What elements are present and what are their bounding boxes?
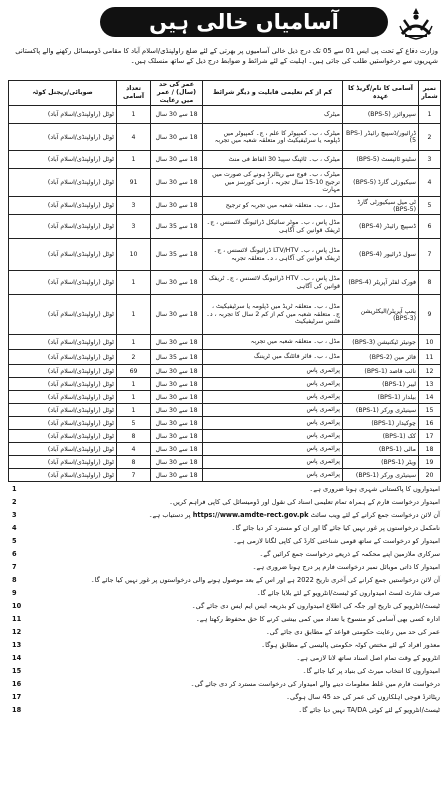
note-text-main: عمر کی حد میں رعایت حکومتی قواعد کے مطابق دی جائے گی۔ xyxy=(265,628,440,636)
row-age: 18 سے 30 سال xyxy=(151,365,203,378)
intro-paragraph: وزارت دفاع کے تحت پی ایس 01 سے 05 تک درج ذیل خالی آسامیوں پر بھرتی کے لئے ضلع راولپنڈی/اسلام آباد کا مقامی ڈومیسائل رکھنے والے پاکستانی شہریوں سے درخواستیں طلب کی جاتی ہیں۔ اہلیت کے لئے شرائط و ضوابط درج ذیل کے ساتھ منسلک ہیں۔ xyxy=(15,47,438,65)
note-item xyxy=(8,563,440,576)
row-age: 18 سے 30 سال xyxy=(151,335,203,350)
row-qualification: میٹرک ، ب۔ ٹائپنگ سپیڈ 30 الفاظ فی منٹ xyxy=(203,151,343,169)
row-quantity: 3 xyxy=(117,215,151,239)
row-age: 18 سے 30 سال xyxy=(151,378,203,391)
note-text-main: امیدواروں کا انتخاب میرٹ کی بنیاد پر کیا جائے گا۔ xyxy=(302,667,440,675)
note-text xyxy=(34,537,440,546)
table-row xyxy=(9,417,441,430)
row-age: 18 سے 30 سال xyxy=(151,124,203,151)
row-serial: 19 xyxy=(419,456,441,469)
row-age: 18 سے 30 سال xyxy=(151,295,203,335)
row-quantity: 1 xyxy=(117,378,151,391)
note-text-main: ٹیسٹ/انٹرویو کی تاریخ اور جگہ کی اطلاع امیدواروں کو بذریعہ ایس ایم ایس دی جائے گی۔ xyxy=(191,602,440,610)
terms-list xyxy=(8,485,440,719)
row-serial: 6 xyxy=(419,215,441,239)
row-age: 18 سے 30 سال xyxy=(151,197,203,215)
note-text-main: امیدوار درخواست فارم کے ہمراہ تمام تعلیمی اسناد کی نقول اور ڈومیسائل کی کاپی فراہم کریں۔ xyxy=(169,498,440,506)
note-text xyxy=(34,693,440,702)
note-text-main: ریٹائرڈ فوجی اہلکاروں کی عمر کی حد 45 سال ہوگی۔ xyxy=(286,693,440,701)
row-quantity: 10 xyxy=(117,239,151,271)
row-qualification: پرائمری پاس xyxy=(203,430,343,443)
table-row xyxy=(9,239,441,271)
table-row xyxy=(9,295,441,335)
row-domicile: ٹوٹل (راولپنڈی/اسلام آباد) xyxy=(9,271,117,295)
row-quantity: 1 xyxy=(117,404,151,417)
note-text xyxy=(34,615,440,624)
row-domicile: ٹوٹل (راولپنڈی/اسلام آباد) xyxy=(9,404,117,417)
row-age: 18 سے 30 سال xyxy=(151,106,203,124)
row-age: 18 سے 30 سال xyxy=(151,443,203,456)
header-quantity: تعداد آسامی xyxy=(117,81,151,106)
note-item xyxy=(8,589,440,602)
note-text-main: امیدوار کا ذاتی موبائل نمبر درخواست فارم پر درج ہونا ضروری ہے۔ xyxy=(252,563,440,571)
table-row xyxy=(9,365,441,378)
row-domicile: ٹوٹل (راولپنڈی/اسلام آباد) xyxy=(9,469,117,482)
note-text xyxy=(34,680,440,689)
row-serial: 5 xyxy=(419,197,441,215)
row-qualification: پرائمری پاس xyxy=(203,378,343,391)
note-text xyxy=(34,563,440,572)
row-post: سپروائزر (BPS-5) xyxy=(343,106,419,124)
row-post: فورک لفٹر آپریٹر (BPS-4) xyxy=(343,271,419,295)
advertisement-header xyxy=(8,4,440,44)
army-emblem-icon xyxy=(396,6,436,40)
row-age: 18 سے 30 سال xyxy=(151,417,203,430)
table-row xyxy=(9,124,441,151)
row-qualification: مڈل ، ب۔ متعلقہ شعبہ میں تجربہ کو ترجیح xyxy=(203,197,343,215)
row-serial: 14 xyxy=(419,391,441,404)
row-domicile: ٹوٹل (راولپنڈی/اسلام آباد) xyxy=(9,350,117,365)
note-number: 17 xyxy=(12,693,22,701)
note-text xyxy=(34,706,440,715)
row-age: 18 سے 30 سال xyxy=(151,430,203,443)
row-quantity: 8 xyxy=(117,430,151,443)
row-serial: 9 xyxy=(419,295,441,335)
row-post: چوکیدار (BPS-1) xyxy=(343,417,419,430)
row-qualification: مڈل ، ب۔ متعلقہ شعبہ میں تجربہ xyxy=(203,335,343,350)
row-quantity: 1 xyxy=(117,295,151,335)
row-quantity: 1 xyxy=(117,271,151,295)
row-qualification: مڈل پاس ، ب۔ موٹر سائیکل ڈرائیونگ لائسنس ، ج۔ ٹریفک قوانین کی آگاہی xyxy=(203,215,343,239)
row-serial: 10 xyxy=(419,335,441,350)
table-row xyxy=(9,469,441,482)
row-domicile: ٹوٹل (راولپنڈی/اسلام آباد) xyxy=(9,106,117,124)
row-age: 18 سے 35 سال xyxy=(151,350,203,365)
note-text-main: ادارہ کسی بھی آسامی کو منسوخ یا تعداد میں کمی بیشی کرنے کا حق محفوظ رکھتا ہے۔ xyxy=(195,615,440,623)
row-domicile: ٹوٹل (راولپنڈی/اسلام آباد) xyxy=(9,430,117,443)
row-serial: 1 xyxy=(419,106,441,124)
row-post: جونیئر ٹیکنیشن (BPS-3) xyxy=(343,335,419,350)
row-domicile: ٹوٹل (راولپنڈی/اسلام آباد) xyxy=(9,239,117,271)
row-qualification: پرائمری پاس xyxy=(203,391,343,404)
note-number: 8 xyxy=(12,576,17,584)
note-item xyxy=(8,602,440,615)
row-serial: 8 xyxy=(419,271,441,295)
note-text xyxy=(34,498,440,507)
row-qualification: میٹرک ، ب۔ کمپیوٹر کا علم ، ج۔ کمپیوٹر میں ڈپلومہ یا سرٹیفیکیٹ اور متعلقہ شعبہ میں تجربہ xyxy=(203,124,343,151)
row-qualification: مڈل ، ب۔ فائر فائٹنگ میں ٹریننگ xyxy=(203,350,343,365)
table-row xyxy=(9,430,441,443)
row-domicile: ٹوٹل (راولپنڈی/اسلام آباد) xyxy=(9,365,117,378)
note-text xyxy=(34,628,440,637)
row-post: ویٹر (BPS-1) xyxy=(343,456,419,469)
note-number: 12 xyxy=(12,628,22,636)
row-domicile: ٹوٹل (راولپنڈی/اسلام آباد) xyxy=(9,378,117,391)
row-age: 18 سے 30 سال xyxy=(151,271,203,295)
row-quantity: 3 xyxy=(117,197,151,215)
note-text-main: آن لائن درخواست جمع کرانے کے لئے ویب سائٹ xyxy=(310,511,440,519)
website-link[interactable]: https://www.amdte-rect.gov.pk xyxy=(192,511,309,519)
header-domicile: صوبائی/ریجنل کوٹہ xyxy=(9,81,117,106)
note-text xyxy=(34,589,440,598)
row-post: کک (BPS-1) xyxy=(343,430,419,443)
note-item xyxy=(8,498,440,511)
row-domicile: ٹوٹل (راولپنڈی/اسلام آباد) xyxy=(9,391,117,404)
note-item xyxy=(8,576,440,589)
row-serial: 13 xyxy=(419,378,441,391)
row-qualification: پرائمری پاس xyxy=(203,456,343,469)
note-text-main: آن لائن درخواستیں جمع کرانے کی آخری تاریخ 2022 ہے اور اس کے بعد موصول ہونے والی درخواستوں پر غور نہیں کیا جائے گا۔ xyxy=(90,576,440,584)
note-item xyxy=(8,485,440,498)
note-number: 7 xyxy=(12,563,17,571)
row-domicile: ٹوٹل (راولپنڈی/اسلام آباد) xyxy=(9,417,117,430)
row-qualification: مڈل ، ب۔ متعلقہ ٹریڈ میں ڈپلومہ یا سرٹیفیکیٹ ، ج۔ متعلقہ شعبہ میں کم از کم 2 سال کا تجربہ ، د۔ فٹنس سرٹیفیکیٹ xyxy=(203,295,343,335)
row-age: 18 سے 35 سال xyxy=(151,239,203,271)
row-post: ڈسپیچ رائیڈر (BPS-4) xyxy=(343,215,419,239)
row-quantity: 7 xyxy=(117,469,151,482)
table-row xyxy=(9,378,441,391)
row-quantity: 4 xyxy=(117,124,151,151)
row-age: 18 سے 30 سال xyxy=(151,404,203,417)
note-number: 10 xyxy=(12,602,22,610)
row-quantity: 1 xyxy=(117,151,151,169)
note-text xyxy=(34,654,440,663)
note-number: 4 xyxy=(12,524,17,532)
note-text-main: معذور افراد کے لئے مختص کوٹہ حکومتی پالیسی کے مطابق ہوگا۔ xyxy=(261,641,440,649)
note-text-main: انٹرویو کے وقت تمام اصل اسناد ساتھ لانا لازمی ہے۔ xyxy=(296,654,440,662)
note-item xyxy=(8,550,440,563)
note-item xyxy=(8,615,440,628)
row-age: 18 سے 30 سال xyxy=(151,469,203,482)
row-quantity: 91 xyxy=(117,169,151,197)
note-number: 9 xyxy=(12,589,17,597)
note-number: 11 xyxy=(12,615,22,623)
row-quantity: 1 xyxy=(117,106,151,124)
row-age: 18 سے 30 سال xyxy=(151,169,203,197)
row-age: 18 سے 30 سال xyxy=(151,151,203,169)
note-text xyxy=(34,524,440,533)
row-quantity: 8 xyxy=(117,456,151,469)
note-number: 13 xyxy=(12,641,22,649)
page-title: آسامیاں خالی ہیں xyxy=(100,7,388,37)
row-serial: 3 xyxy=(419,151,441,169)
table-row xyxy=(9,335,441,350)
note-text-main: امیدوار کو درخواست کے ساتھ قومی شناختی کارڈ کی کاپی لگانا لازمی ہے۔ xyxy=(233,537,440,545)
row-domicile: ٹوٹل (راولپنڈی/اسلام آباد) xyxy=(9,215,117,239)
table-row xyxy=(9,197,441,215)
row-domicile: ٹوٹل (راولپنڈی/اسلام آباد) xyxy=(9,124,117,151)
row-qualification: میٹرک xyxy=(203,106,343,124)
row-serial: 16 xyxy=(419,417,441,430)
row-domicile: ٹوٹل (راولپنڈی/اسلام آباد) xyxy=(9,335,117,350)
note-text-main: صرف شارٹ لسٹ امیدواروں کو ٹیسٹ/انٹرویو کے لئے بلایا جائے گا۔ xyxy=(256,589,440,597)
row-quantity: 1 xyxy=(117,391,151,404)
row-domicile: ٹوٹل (راولپنڈی/اسلام آباد) xyxy=(9,197,117,215)
note-text xyxy=(34,511,440,520)
note-number: 15 xyxy=(12,667,22,675)
vacancies-table xyxy=(8,80,441,482)
note-number: 6 xyxy=(12,550,17,558)
row-post: ٹی میل سیکیورٹی گارڈ (BPS-5) xyxy=(343,197,419,215)
row-qualification: پرائمری پاس xyxy=(203,443,343,456)
note-number: 3 xyxy=(12,511,17,519)
note-item xyxy=(8,537,440,550)
note-item xyxy=(8,628,440,641)
row-qualification: پرائمری پاس xyxy=(203,417,343,430)
row-post: مالی (BPS-1) xyxy=(343,443,419,456)
note-text-main: ٹیسٹ/انٹرویو کے لئے کوئی TA/DA نہیں دیا جائے گا۔ xyxy=(298,706,440,714)
note-text-main: امیدواروں کا پاکستانی شہری ہونا ضروری ہے۔ xyxy=(309,485,440,493)
note-text-main: درخواست فارم میں غلط معلومات دینے والے امیدوار کی درخواست مسترد کر دی جائے گی۔ xyxy=(190,680,440,688)
note-item xyxy=(8,706,440,719)
table-row xyxy=(9,151,441,169)
table-row xyxy=(9,215,441,239)
note-text xyxy=(34,667,440,676)
row-qualification: پرائمری پاس xyxy=(203,365,343,378)
note-text-main: نامکمل درخواستوں پر غور نہیں کیا جائے گا اور ان کو مسترد کر دیا جائے گا۔ xyxy=(231,524,440,532)
row-qualification: میٹرک ، ب۔ فوج سے ریٹائرڈ ہونے کی صورت میں ترجیح 10-15 سال تجربہ ، آرمی کورسز میں مہارت xyxy=(203,169,343,197)
note-text xyxy=(34,641,440,650)
table-row xyxy=(9,106,441,124)
header-serial: نمبر شمار xyxy=(419,81,441,106)
row-quantity: 2 xyxy=(117,350,151,365)
row-qualification: مڈل پاس ، ب۔ LTV/HTV ڈرائیونگ لائسنس ، ج۔ ٹریفک قوانین کی آگاہی ، د۔ متعلقہ تجربہ xyxy=(203,239,343,271)
header-qualification: کم از کم تعلیمی قابلیت و دیگر شرائط xyxy=(203,81,343,106)
row-post: سول ڈرائیور (BPS-4) xyxy=(343,239,419,271)
row-serial: 4 xyxy=(419,169,441,197)
row-post: فائر مین (BPS-2) xyxy=(343,350,419,365)
row-post: سیکیورٹی گارڈ (BPS-5) xyxy=(343,169,419,197)
row-post: پمپ آپریٹر/الیکٹریشن (BPS-3) xyxy=(343,295,419,335)
note-text xyxy=(34,576,440,585)
row-serial: 7 xyxy=(419,239,441,271)
row-domicile: ٹوٹل (راولپنڈی/اسلام آباد) xyxy=(9,456,117,469)
note-item xyxy=(8,524,440,537)
note-item xyxy=(8,667,440,680)
row-post: ڈرائیور/ڈسپیچ رائیڈر (BPS-5) xyxy=(343,124,419,151)
table-row xyxy=(9,169,441,197)
row-quantity: 5 xyxy=(117,417,151,430)
row-age: 18 سے 35 سال xyxy=(151,215,203,239)
row-serial: 2 xyxy=(419,124,441,151)
row-quantity: 1 xyxy=(117,335,151,350)
table-row xyxy=(9,350,441,365)
table-row xyxy=(9,404,441,417)
header-age: عمر کی حد (سال) / عمر میں رعایت xyxy=(151,81,203,106)
row-post: سینیٹری ورکر (BPS-1) xyxy=(343,404,419,417)
row-domicile: ٹوٹل (راولپنڈی/اسلام آباد) xyxy=(9,151,117,169)
note-number: 14 xyxy=(12,654,22,662)
row-serial: 20 xyxy=(419,469,441,482)
note-number: 1 xyxy=(12,485,17,493)
row-post: سینیٹری ورکر (BPS-1) xyxy=(343,469,419,482)
note-item xyxy=(8,693,440,706)
row-post: سٹینو ٹائپسٹ (BPS-5) xyxy=(343,151,419,169)
note-text-after: پر دستیاب ہے۔ xyxy=(148,511,191,519)
table-row xyxy=(9,271,441,295)
row-serial: 18 xyxy=(419,443,441,456)
row-qualification: پرائمری پاس xyxy=(203,469,343,482)
table-row xyxy=(9,391,441,404)
row-domicile: ٹوٹل (راولپنڈی/اسلام آباد) xyxy=(9,169,117,197)
row-serial: 12 xyxy=(419,365,441,378)
table-row xyxy=(9,443,441,456)
row-domicile: ٹوٹل (راولپنڈی/اسلام آباد) xyxy=(9,295,117,335)
note-text xyxy=(34,602,440,611)
row-qualification: مڈل پاس ، ب۔ HTV ڈرائیونگ لائسنس ، ج۔ ٹریفک قوانین کی آگاہی xyxy=(203,271,343,295)
note-number: 18 xyxy=(12,706,22,714)
row-serial: 17 xyxy=(419,430,441,443)
note-number: 16 xyxy=(12,680,22,688)
row-age: 18 سے 30 سال xyxy=(151,391,203,404)
note-text-main: سرکاری ملازمین اپنے محکمہ کے ذریعے درخواست جمع کرائیں گے۔ xyxy=(259,550,440,558)
row-serial: 11 xyxy=(419,350,441,365)
row-serial: 15 xyxy=(419,404,441,417)
note-item xyxy=(8,654,440,667)
note-text xyxy=(34,485,440,494)
table-body xyxy=(9,106,441,482)
row-domicile: ٹوٹل (راولپنڈی/اسلام آباد) xyxy=(9,443,117,456)
row-quantity: 4 xyxy=(117,443,151,456)
row-post: نائب قاصد (BPS-1) xyxy=(343,365,419,378)
row-age: 18 سے 30 سال xyxy=(151,456,203,469)
table-header-row xyxy=(9,81,441,106)
row-post: لیبر (BPS-1) xyxy=(343,378,419,391)
note-item xyxy=(8,511,440,524)
row-qualification: پرائمری پاس xyxy=(203,404,343,417)
note-item xyxy=(8,641,440,654)
note-number: 5 xyxy=(12,537,17,545)
table-row xyxy=(9,456,441,469)
note-text xyxy=(34,550,440,559)
note-number: 2 xyxy=(12,498,17,506)
note-item xyxy=(8,680,440,693)
header-post: آسامی کا نام/گریڈ کا عہدہ xyxy=(343,81,419,106)
row-quantity: 69 xyxy=(117,365,151,378)
row-post: بیلدار (BPS-1) xyxy=(343,391,419,404)
